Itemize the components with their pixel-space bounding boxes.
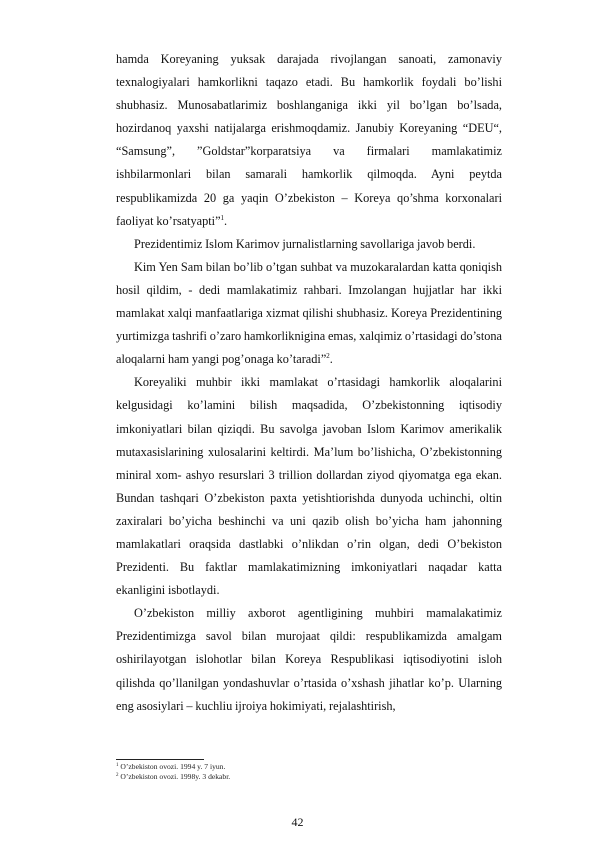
footnote-ref-1: 1 (220, 213, 225, 222)
footnote-1: $^1$ O’zbekiston ovozi. 1994 y. 7 iyun. (116, 762, 226, 771)
footnote-2: $^2$ O’zbekiston ovozi. 1998y. 3 dekabr. (116, 772, 231, 781)
body-text (116, 48, 502, 718)
paragraph-5: O’zbekiston milliy axborot agentligining muhbiri mamalakatimiz Prezidentimizga savol bilan murojaat qildi: respublikamizda amalgam oshirilayotgan islohotlar bilan Koreya Respublikasi iqtisodiyotini isloh qilishda qo’llanilgan yondashuvlar o’rtasida o’xshash jihatlar ko’p. Ularning eng asosiylari – kuchliu ijroiya hokimiyati, rejalashtirish, (116, 606, 502, 713)
paragraph-4: Koreyaliki muhbir ikki mamlakat o’rtasidagi hamkorlik aloqalarini kelgusidagi ko’lamini bilish maqsadida, O’zbekistonning iqtisodiy imkoniyatlari bilan qiziqdi. Bu savolga javoban Islom Karimov amerikalik mutaxasislarining xulosalarini keltirdi. Ma’lum bo’lishicha, O’zbekistonning miniral xom- ashyo resurslari 3 trillion dollardan ziyod qiyomatga ega ekan. Bundan tashqari O’zbekiston paxta yetishtiorishda dunyoda uchinchi, oltin zaxiralari bo’yicha beshinchi va uni qazib olish bo’yicha ham jahonning mamlakatlari oraqsida dastlabki o’nlikdan o’rin olgan, dedi O’bekiston Prezidenti. Bu faktlar mamlakatimizning imkoniyatlari naqadar katta ekanligini isbotlaydi. (116, 375, 502, 598)
footnote-ref-2: 2 (326, 352, 330, 361)
footnote-separator (116, 759, 204, 760)
page-number: 42 (291, 815, 304, 829)
footnotes (116, 762, 502, 782)
paragraph-3: Kim Yen Sam bilan bo’lib o’tgan suhbat va muzokaralardan katta qoniqish hosil qildim, - dedi mamlakatimiz rahbari. Imzolangan hujjatlar har ikki mamlakat xalqi manfaatlariga xizmat qilishi shubhasiz. Koreya Prezidentining yurtimizga tashrifi o’zaro hamkorliknigina emas, xalqimiz o’rtasidagi do’stona aloqalarni ham yangi pog’onaga ko’taradi”$^2$. (116, 259, 502, 367)
paragraph-2: Prezidentimiz Islom Karimov jurnalistlarning savollariga javob berdi. (134, 236, 476, 251)
paragraph-1: hamda Koreyaning yuksak darajada rivojlangan sanoati, zamonaviy texnalogiyalari hamkorlikni taqazo etadi. Bu hamkorlik foydali bo’lishi shubhasiz. Munosabatlarimiz boshlanganiga ikki yil bo’lgan bo’lsada, hozirdanoq yaxshi natijalarga erishmoqdamiz. Janubiy Koreyaning “DEU“, “Samsung”, ”Goldstar”korparatsiya va firmalari mamlakatimiz ishbilarmonlari bilan samarali hamkorlik qilmoqda. Ayni peytda respublikamizda 20 ga yaqin O’zbekiston – Koreya qo’shma korxonalari faoliyat ko’rsatyapti”$^1$. (116, 52, 502, 228)
